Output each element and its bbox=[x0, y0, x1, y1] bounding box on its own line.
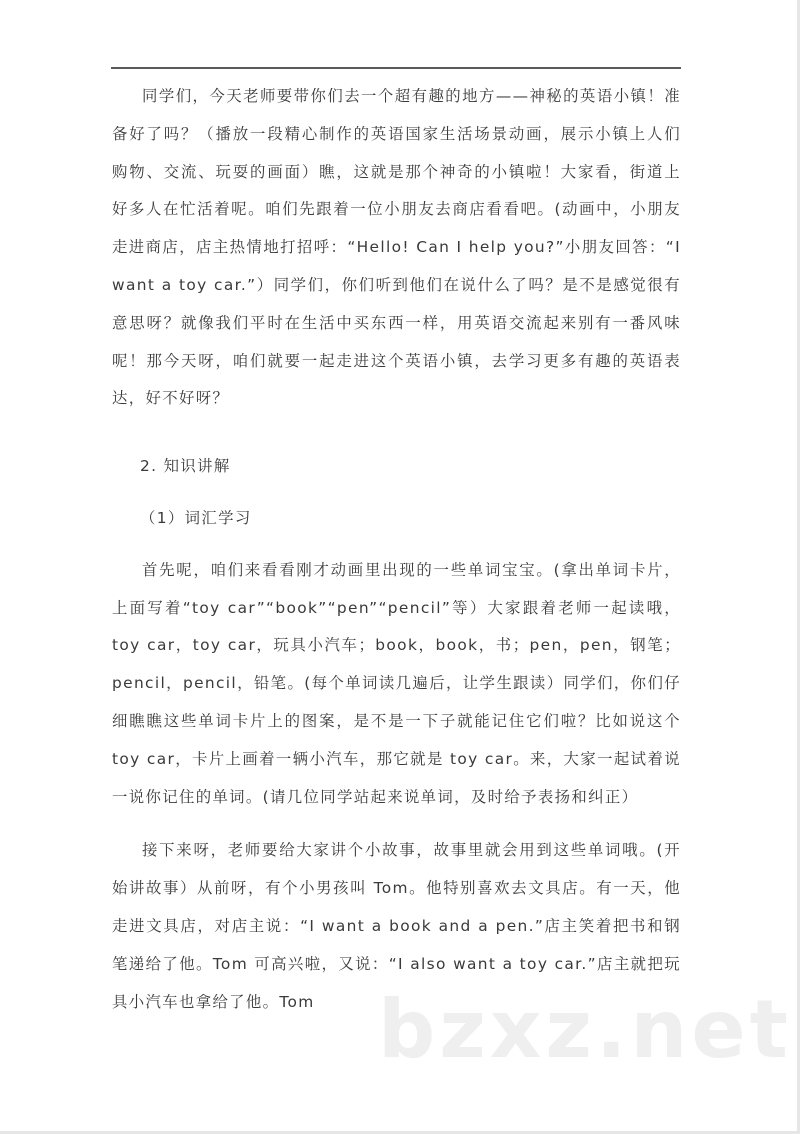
header-rule bbox=[111, 67, 681, 69]
vocab-paragraph: 首先呢，咱们来看看刚才动画里出现的一些单词宝宝。(拿出单词卡片，上面写着“toy car”“book”“pen”“pencil”等）大家跟着老师一起读哦，toy car，toy car，玩具小汽车；book，book，书；pen，pen，钢笔；pencil，pencil，铅笔。(每个单词读几遍后，让学生跟读）同学们，你们仔细瞧瞧这些单词卡片上的图案，是不是一下子就能记住它们啦？比如说这个 toy car，卡片上画着一辆小汽车，那它就是 toy car。来，大家一起试着说一说你记住的单词。(请几位同学站起来说单词，及时给予表扬和纠正） bbox=[112, 560, 681, 806]
section-heading: 2. 知识讲解 bbox=[140, 457, 231, 476]
subsection-heading: （1）词汇学习 bbox=[140, 508, 252, 527]
document-body bbox=[112, 78, 681, 1021]
intro-paragraph: 同学们，今天老师要带你们去一个超有趣的地方——神秘的英语小镇！准备好了吗？（播放一段精心制作的英语国家生活场景动画，展示小镇上人们购物、交流、玩耍的画面）瞧，这就是那个神奇的小镇啦！大家看，街道上好多人在忙活着呢。咱们先跟着一位小朋友去商店看看吧。(动画中，小朋友走进商店，店主热情地打招呼：“Hello! Can I help you?”小朋友回答：“I want a toy car.”）同学们，你们听到他们在说什么了吗？是不是感觉很有意思呀？就像我们平时在生活中买东西一样，用英语交流起来别有一番风味呢！那今天呀，咱们就要一起走进这个英语小镇，去学习更多有趣的英语表达，好不好呀？ bbox=[112, 87, 681, 408]
watermark: bzxz.net bbox=[378, 983, 792, 1076]
story-paragraph: 接下来呀，老师要给大家讲个小故事，故事里就会用到这些单词哦。(开始讲故事）从前呀，有个小男孩叫 Tom。他特别喜欢去文具店。有一天，他走进文具店，对店主说：“I want a book and a pen.”店主笑着把书和钢笔递给了他。Tom 可高兴啦，又说：“I also want a toy car.”店主就把玩具小汽车也拿给了他。Tom bbox=[112, 841, 681, 1011]
